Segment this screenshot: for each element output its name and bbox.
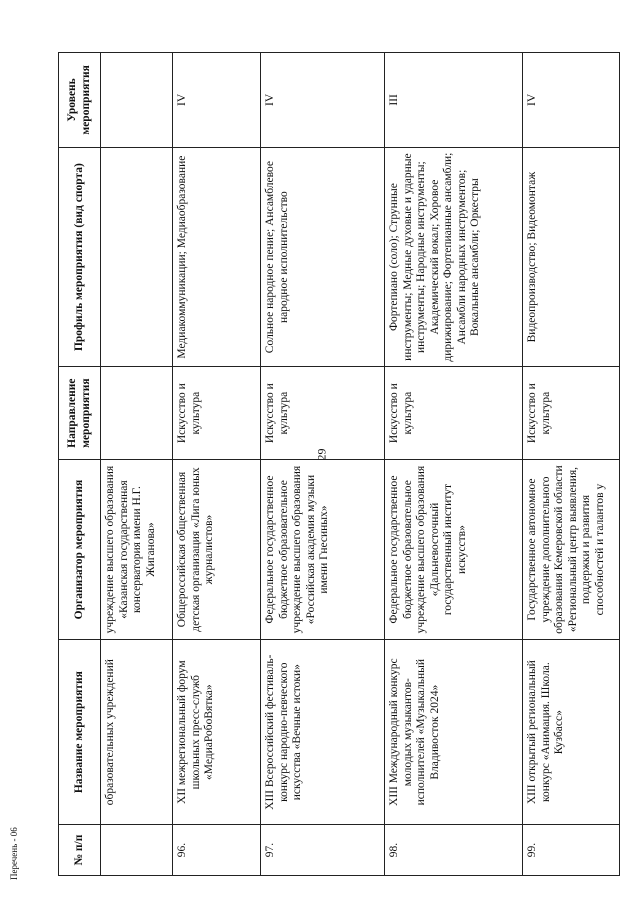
cell-num: 98.	[385, 825, 523, 876]
table-row	[101, 53, 173, 876]
cell-name: XIII открытый региональный конкурс «Анимация. Школа. Кузбасс»	[523, 640, 620, 825]
page-number: 29	[314, 448, 329, 461]
cell-num: 99.	[523, 825, 620, 876]
header-organizer: Организатор мероприятия	[59, 459, 101, 639]
table-row	[261, 53, 385, 876]
cell-organizer: Федеральное государственное бюджетное образовательное учреждение высшего образования «Дальневосточный государственный институт искусств»	[385, 459, 523, 639]
cell-num: 96.	[173, 825, 261, 876]
table-header-row	[59, 53, 101, 876]
cell-name: XIII Всероссийский фестиваль-конкурс народно-певческого искусства «Вечные истоки»	[261, 640, 385, 825]
header-name: Название мероприятия	[59, 640, 101, 825]
cell-level: IV	[173, 53, 261, 148]
header-direction: Направление мероприятия	[59, 367, 101, 459]
events-table	[58, 52, 620, 876]
cell-organizer: Государственное автономное учреждение дополнительного образования Кемеровской области «Региональный центр выявления, поддержки и развития способностей и талантов у	[523, 459, 620, 639]
cell-name: образовательных учреждений	[101, 640, 173, 825]
cell-direction: Искусство и культура	[261, 367, 385, 459]
cell-name: XII межрегиональный форум школьных пресс-служб «МедиаРобоВятка»	[173, 640, 261, 825]
cell-name: XIII Международный конкурс молодых музыкантов-исполнителей «Музыкальный Владивосток 2024»	[385, 640, 523, 825]
header-num: № п/п	[59, 825, 101, 876]
cell-level: III	[385, 53, 523, 148]
cell-direction: Искусство и культура	[385, 367, 523, 459]
cell-level: IV	[261, 53, 385, 148]
footer-label: Перечень - 06	[9, 827, 19, 880]
table-row	[523, 53, 620, 876]
cell-profile	[101, 147, 173, 367]
cell-organizer: учреждение высшего образования «Казанская государственная консерватория имени Н.Г. Жиганова»	[101, 459, 173, 639]
cell-level: IV	[523, 53, 620, 148]
cell-level	[101, 53, 173, 148]
cell-num: 97.	[261, 825, 385, 876]
table-row	[173, 53, 261, 876]
header-profile: Профиль мероприятия (вид спорта)	[59, 147, 101, 367]
table-row	[385, 53, 523, 876]
cell-direction: Искусство и культура	[173, 367, 261, 459]
cell-profile: Фортепиано (соло); Струнные инструменты; Медные духовые и ударные инструменты; Народные инструменты; Академический вокал; Хоровое дирижирование; Фортепианные ансамбли; Ансамбли народных инструментов; Вокальные ансамбли; Оркестры	[385, 147, 523, 367]
header-level: Уровень мероприятия	[59, 53, 101, 148]
cell-direction	[101, 367, 173, 459]
cell-organizer: Федеральное государственное бюджетное образовательное учреждение высшего образования «Российская академия музыки имени Гнесиных»	[261, 459, 385, 639]
cell-direction: Искусство и культура	[523, 367, 620, 459]
cell-organizer: Общероссийская общественная детская организация «Лига юных журналистов»	[173, 459, 261, 639]
cell-profile: Медиакоммуникации; Медиаобразование	[173, 147, 261, 367]
rotated-table-container	[58, 52, 619, 876]
cell-profile: Видеопроизводство; Видеомонтаж	[523, 147, 620, 367]
cell-num	[101, 825, 173, 876]
cell-profile: Сольное народное пение; Ансамблевое народное исполнительство	[261, 147, 385, 367]
